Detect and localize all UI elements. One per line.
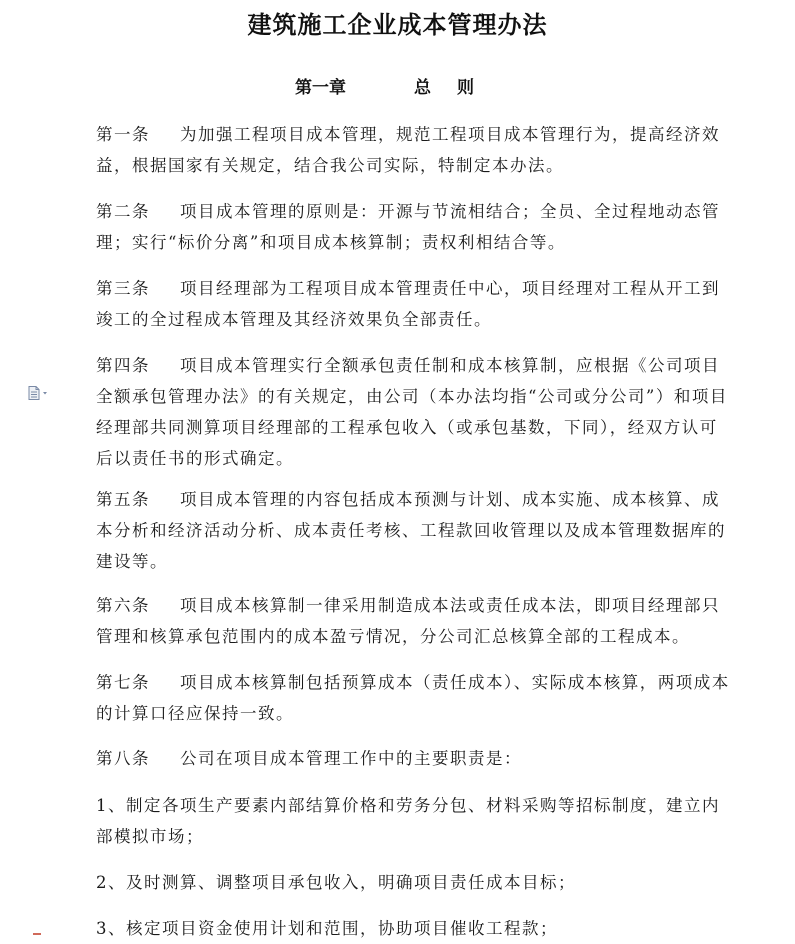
- article-5: [96, 484, 732, 577]
- document-title: 建筑施工企业成本管理办法: [247, 11, 548, 39]
- article-text: 为加强工程项目成本管理，规范工程项目成本管理行为，提高经济效益，根据国家有关规定，结合我公司实际，特制定本办法。: [96, 125, 720, 175]
- article-7: [96, 667, 732, 729]
- article-label: 第六条: [96, 596, 150, 615]
- article-text: 项目成本核算制包括预算成本（责任成本）、实际成本核算，两项成本的计算口径应保持一致。: [96, 673, 730, 723]
- article-text: 公司在项目成本管理工作中的主要职责是：: [180, 749, 522, 768]
- article-text: 项目成本管理的内容包括成本预测与计划、成本实施、成本核算、成本分析和经济活动分析、成本责任考核、工程款回收管理以及成本管理数据库的建设等。: [96, 490, 726, 571]
- list-item-3: 3、核定项目资金使用计划和范围，协助项目催收工程款；: [96, 919, 558, 938]
- chapter-number: 第一章: [295, 78, 346, 98]
- edge-mark: [33, 933, 41, 935]
- article-3: [96, 273, 732, 335]
- list-item-2: 2、及时测算、调整项目承包收入，明确项目责任成本目标；: [96, 873, 576, 892]
- article-2: [96, 196, 732, 258]
- article-label: 第八条: [96, 749, 150, 768]
- article-label: 第一条: [96, 125, 150, 144]
- article-label: 第四条: [96, 356, 150, 375]
- article-1: [96, 119, 732, 181]
- chapter-heading: [0, 74, 795, 102]
- article-6: [96, 590, 732, 652]
- list-item-1: 1、制定各项生产要素内部结算价格和劳务分包、材料采购等招标制度，建立内部模拟市场；: [96, 796, 720, 846]
- article-label: 第三条: [96, 279, 150, 298]
- article-label: 第七条: [96, 673, 150, 692]
- article-8: [96, 743, 732, 774]
- article-label: 第二条: [96, 202, 150, 221]
- article-text: 项目经理部为工程项目成本管理责任中心，项目经理对工程从开工到竣工的全过程成本管理及其经济效果负全部责任。: [96, 279, 720, 329]
- article-text: 项目成本管理实行全额承包责任制和成本核算制，应根据《公司项目全额承包管理办法》的有关规定，由公司（本办法均指“公司或分公司”）和项目经理部共同测算项目经理部的工程承包收入（或承包基数，下同），经双方认可后以责任书的形式确定。: [96, 356, 728, 468]
- article-text: 项目成本管理的原则是：开源与节流相结合；全员、全过程地动态管理；实行“标价分离”和项目成本核算制；责权利相结合等。: [96, 202, 720, 252]
- article-label: 第五条: [96, 490, 150, 509]
- chapter-name: 总则: [414, 78, 500, 98]
- article-text: 项目成本核算制一律采用制造成本法或责任成本法，即项目经理部只管理和核算承包范围内的成本盈亏情况，分公司汇总核算全部的工程成本。: [96, 596, 720, 646]
- document-options-icon[interactable]: [28, 385, 52, 399]
- article-4: [96, 350, 732, 474]
